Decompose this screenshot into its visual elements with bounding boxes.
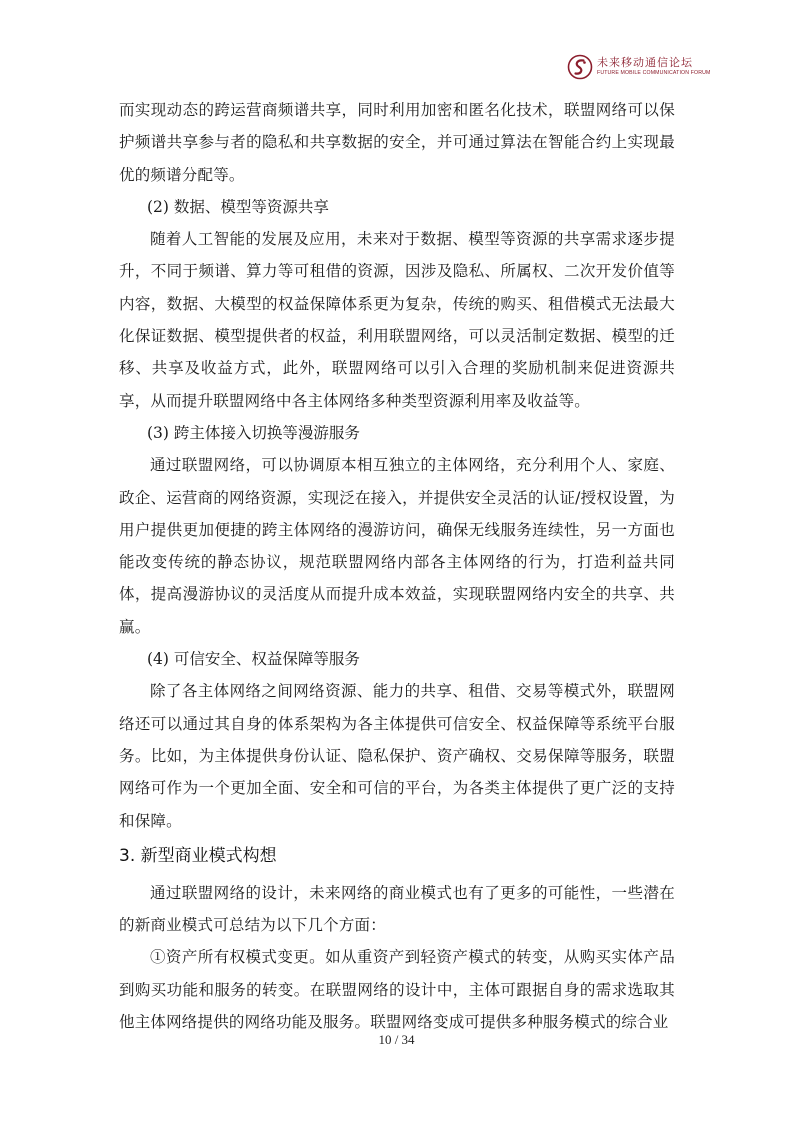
subheading-roaming-services: (3) 跨主体接入切换等漫游服务 xyxy=(147,423,360,442)
paragraph: 除了各主体网络之间网络资源、能力的共享、租借、交易等模式外，联盟网络还可以通过其自身的体系架构为各主体提供可信安全、权益保障等系统平台服务。比如，为主体提供身份认证、隐私保护、资产确权、交易保障等服务，联盟网络可作为一个更加全面、安全和可信的平台，为各类主体提供了更广泛的支持和保障。 xyxy=(119,682,675,830)
paragraph: ①资产所有权模式变更。如从重资产到轻资产模式的转变，从购买实体产品到购买功能和服务的转变。在联盟网络的设计中，主体可跟据自身的需求选取其他主体网络提供的网络功能及服务。联盟网络变成可提供多种服务模式的综合业 xyxy=(119,948,675,1032)
header-logo xyxy=(567,54,711,80)
section-heading-business-models: 3. 新型商业模式构想 xyxy=(119,845,277,866)
paragraph: 而实现动态的跨运营商频谱共享，同时利用加密和匿名化技术，联盟网络可以保护频谱共享参与者的隐私和共享数据的安全，并可通过算法在智能合约上实现最优的频谱分配等。 xyxy=(119,101,675,184)
paragraph: 通过联盟网络，可以协调原本相互独立的主体网络，充分利用个人、家庭、政企、运营商的网络资源，实现泛在接入，并提供安全灵活的认证/授权设置，为用户提供更加便捷的跨主体网络的漫游访问，确保无线服务连续性，另一方面也能改变传统的静态协议，规范联盟网络内部各主体网络的行为，打造利益共同体，提高漫游协议的灵活度从而提升成本效益，实现联盟网络内安全的共享、共赢。 xyxy=(119,456,675,636)
paragraph: 通过联盟网络的设计，未来网络的商业模式也有了更多的可能性，一些潜在的新商业模式可总结为以下几个方面： xyxy=(119,883,675,935)
logo-english-name: FUTURE MOBILE COMMUNICATION FORUM xyxy=(597,70,711,77)
paragraph: 随着人工智能的发展及应用，未来对于数据、模型等资源的共享需求逐步提升，不同于频谱、算力等可租借的资源，因涉及隐私、所属权、二次开发价值等内容，数据、大模型的权益保障体系更为复杂，传统的购买、租借模式无法最大化保证数据、模型提供者的权益，利用联盟网络，可以灵活制定数据、模型的迁移、共享及收益方式，此外，联盟网络可以引入合理的奖励机制来促进资源共享，从而提升联盟网络中各主体网络多种类型资源利用率及收益等。 xyxy=(119,230,675,410)
forum-logo-icon xyxy=(567,54,593,80)
subheading-trusted-security: (4) 可信安全、权益保障等服务 xyxy=(147,650,360,669)
document-body xyxy=(119,94,675,1038)
logo-chinese-name: 未来移动通信论坛 xyxy=(597,56,693,70)
page-number: 10 / 34 xyxy=(378,1032,415,1047)
subheading-data-model-sharing: (2) 数据、模型等资源共享 xyxy=(147,197,329,216)
